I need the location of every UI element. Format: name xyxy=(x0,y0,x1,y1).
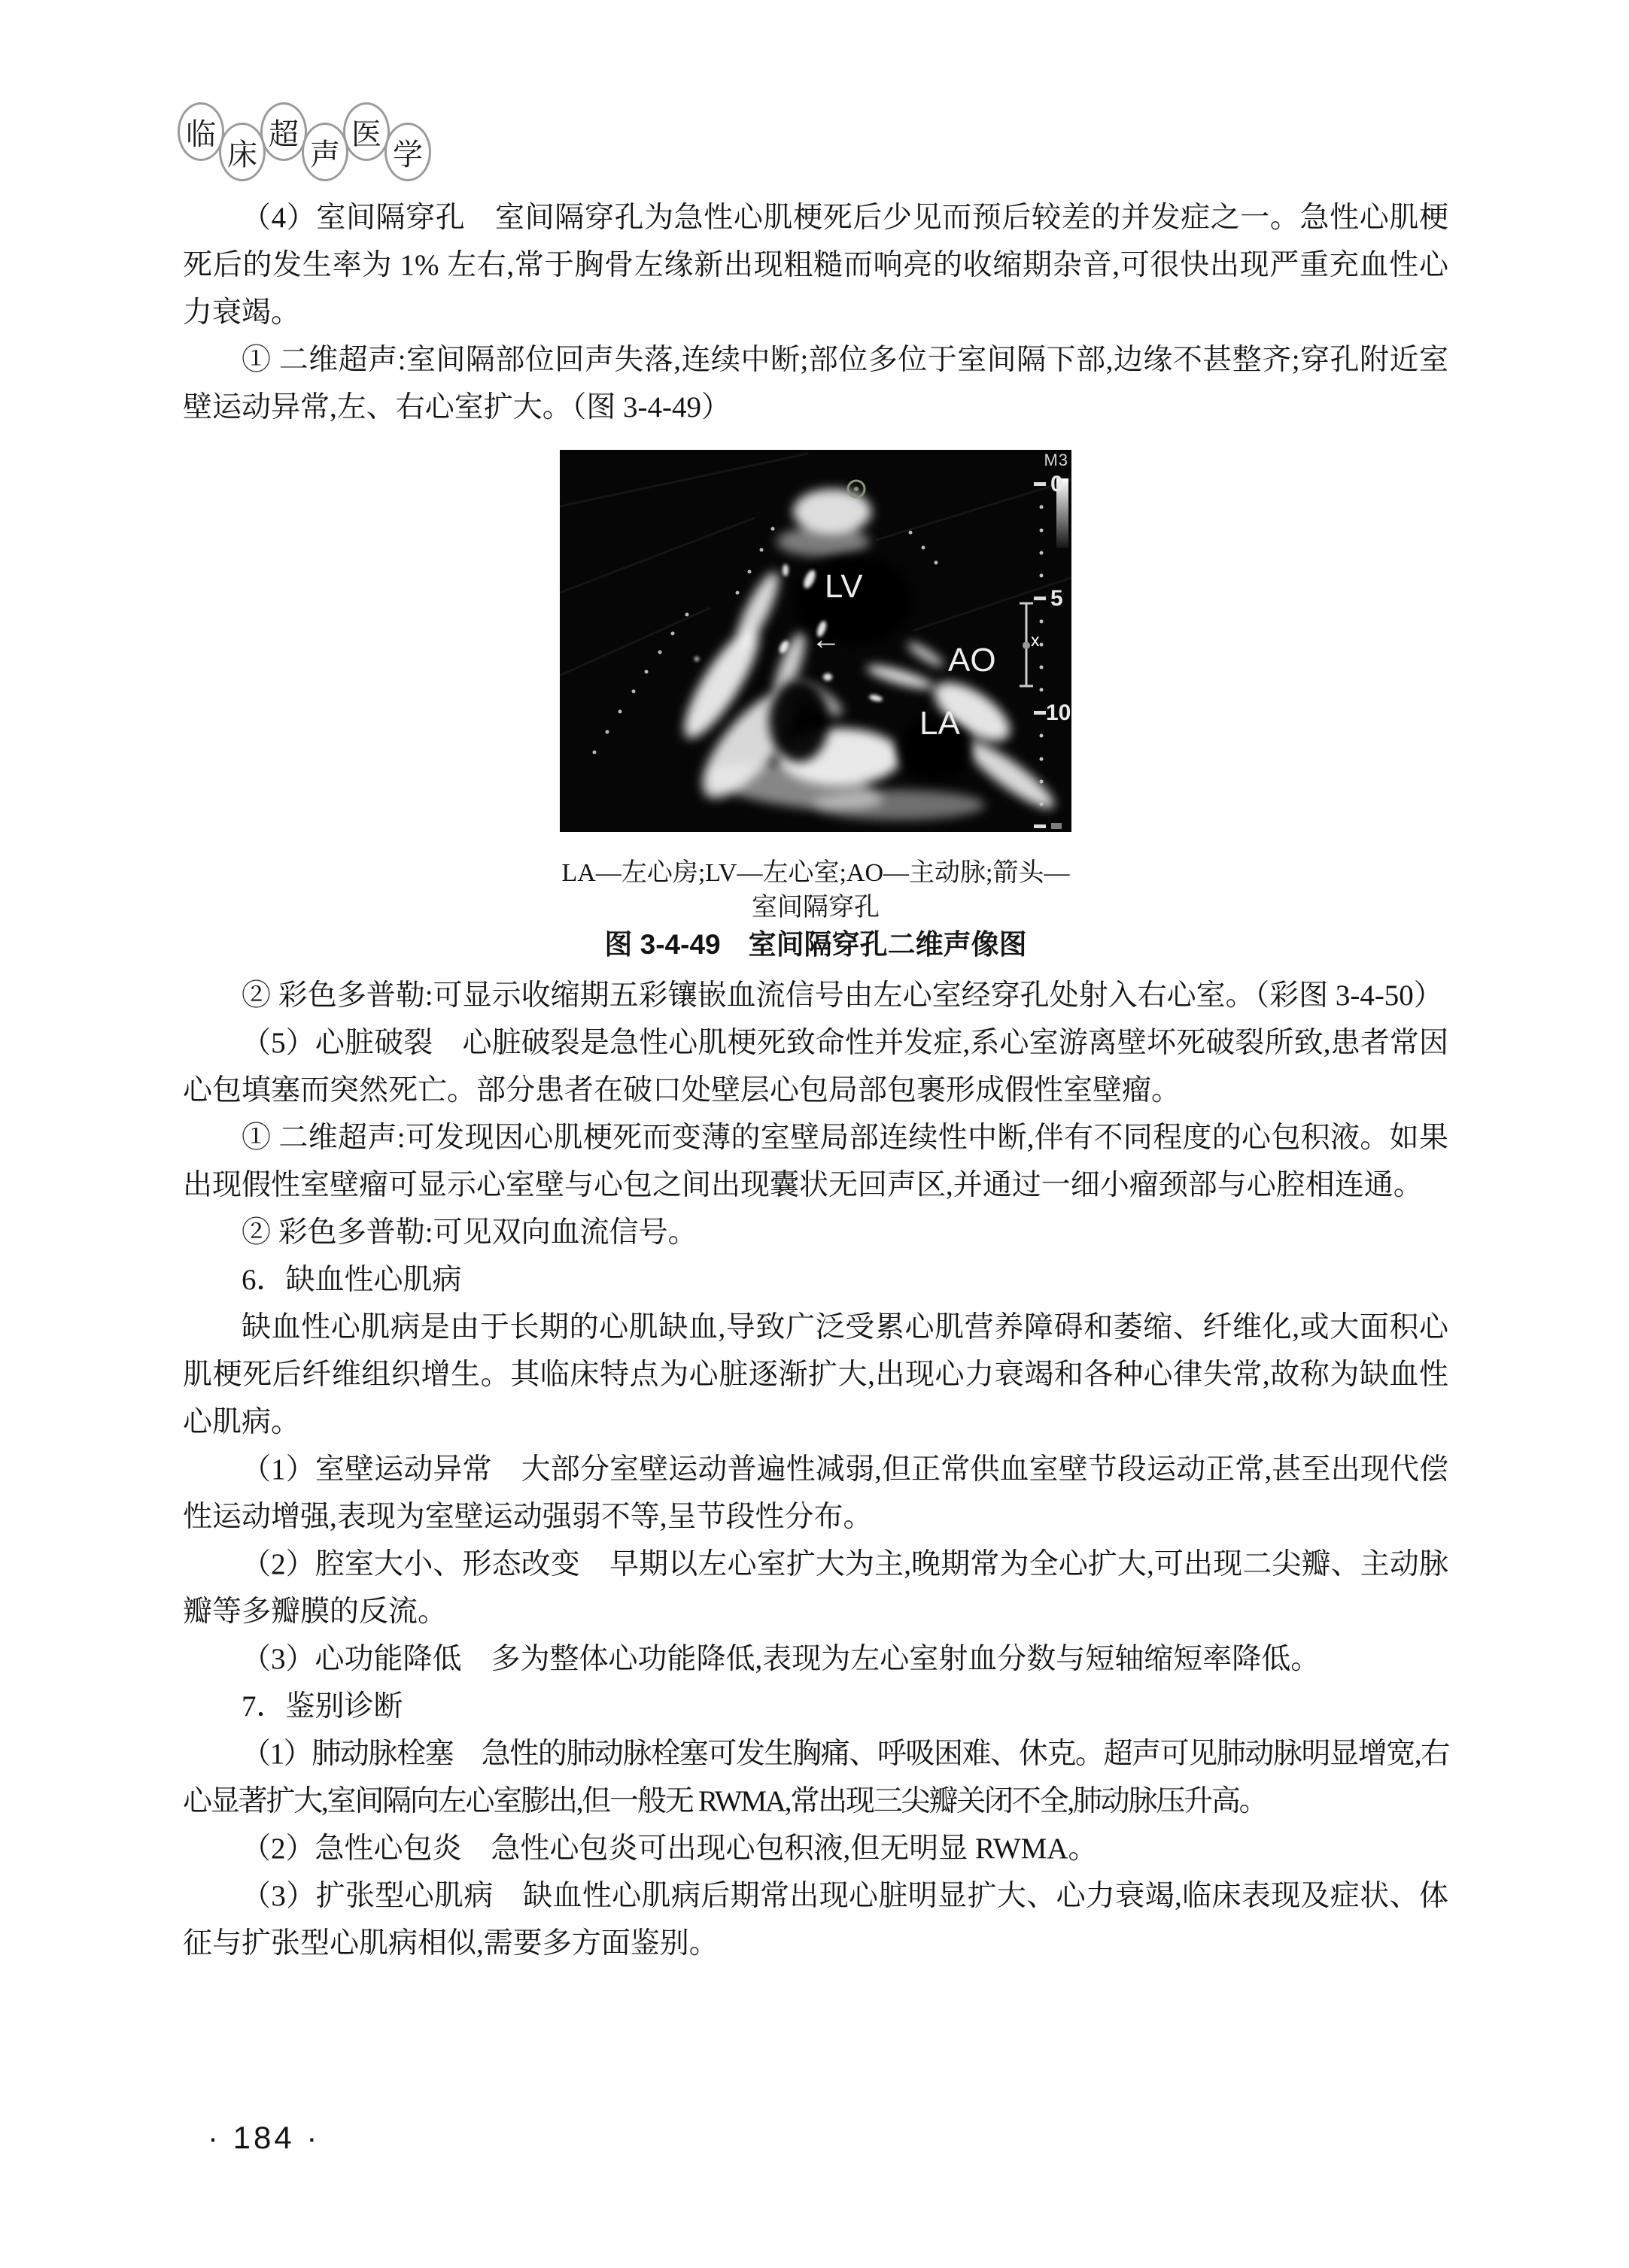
section-heading-ischemic-cardiomyopathy: 6．缺血性心肌病 xyxy=(242,1264,462,1296)
machine-mode-label: M3 xyxy=(1044,451,1068,469)
paragraph-vsd-intro: （4）室间隔穿孔 室间隔穿孔为急性心肌梗死后少见而预后较差的并发症之一。急性心肌梗死后的发生率为 1% 左右,常于胸骨左缘新出现粗糙而响亮的收缩期杂音,可很快出现严重充血性心力衰竭。 xyxy=(183,202,1448,329)
figure-block xyxy=(560,450,1071,964)
paragraph-cardiac-rupture: （5）心脏破裂 心脏破裂是急性心肌梗死致命性并发症,系心室游离壁坏死破裂所致,患者常因心包填塞而突然死亡。部分患者在破口处壁层心包局部包裹形成假性室壁瘤。 xyxy=(183,1027,1448,1107)
label-aorta: AO xyxy=(948,642,996,679)
paragraph-dd-pericarditis: （2）急性心包炎 急性心包炎可出现心包积液,但无明显 RWMA。 xyxy=(242,1832,1098,1865)
depth-tick-5: 5 xyxy=(1050,586,1063,611)
figure-caption: 图 3-4-49 室间隔穿孔二维声像图 xyxy=(604,929,1027,960)
paragraph-dd-pulmonary-embolism: （1）肺动脉栓塞 急性的肺动脉栓塞可发生胸痛、呼吸困难、休克。超声可见肺动脉明显增宽,右心显著扩大,室间隔向左心室膨出,但一般无 RWMA,常出现三尖瓣关闭不全,肺动脉压升高。 xyxy=(183,1738,1448,1817)
paragraph-icm-chamber-size: （2）腔室大小、形态改变 早期以左心室扩大为主,晚期常为全心扩大,可出现二尖瓣、主动脉瓣等多瓣膜的反流。 xyxy=(183,1548,1448,1628)
label-left-atrium: LA xyxy=(919,705,960,742)
perforation-arrow-icon: ← xyxy=(811,623,841,656)
depth-tick-10: 10 xyxy=(1046,700,1071,725)
logo-char: 床 xyxy=(219,123,266,181)
caliper-x-marker: x xyxy=(1031,630,1040,650)
paragraph-rupture-doppler: ② 彩色多普勒:可见双向血流信号。 xyxy=(242,1216,697,1249)
figure-legend: LA—左心房;LV—左心室;AO—主动脉;箭头—室间隔穿孔 xyxy=(561,859,1070,921)
paragraph-vsd-2d: ① 二维超声:室间隔部位回声失落,连续中断;部位多位于室间隔下部,边缘不甚整齐;穿孔附近室壁运动异常,左、右心室扩大。（图 3-4-49） xyxy=(183,344,1448,424)
logo-char: 学 xyxy=(384,123,431,181)
paragraph-icm-definition: 缺血性心肌病是由于长期的心肌缺血,导致广泛受累心肌营养障碍和萎缩、纤维化,或大面积心肌梗死后纤维组织增生。其临床特点为心脏逐渐扩大,出现心力衰竭和各种心律失常,故称为缺血性心肌病。 xyxy=(183,1311,1448,1438)
text-column xyxy=(183,194,1448,1967)
logo-char: 超 xyxy=(260,102,307,161)
paragraph-icm-function: （3）心功能降低 多为整体心功能降低,表现为左心室射血分数与短轴缩短率降低。 xyxy=(242,1643,1321,1675)
label-left-ventricle: LV xyxy=(825,568,863,605)
logo-char: 医 xyxy=(343,102,390,161)
paragraph-rupture-2d: ① 二维超声:可发现因心肌梗死而变薄的室壁局部连续性中断,伴有不同程度的心包积液。如果出现假性室壁瘤可显示心室壁与心包之间出现囊状无回声区,并通过一细小瘤颈部与心腔相连通。 xyxy=(183,1122,1448,1201)
logo-char: 声 xyxy=(302,123,348,181)
paragraph-vsd-doppler: ② 彩色多普勒:可显示收缩期五彩镶嵌血流信号由左心室经穿孔处射入右心室。（彩图 3-4-50） xyxy=(242,979,1443,1012)
logo-char: 临 xyxy=(178,102,224,161)
book-logo xyxy=(178,102,431,172)
paragraph-dd-dilated-cardiomyopathy: （3）扩张型心肌病 缺血性心肌病后期常出现心脏明显扩大、心力衰竭,临床表现及症状、体征与扩张型心肌病相似,需要多方面鉴别。 xyxy=(183,1880,1448,1960)
page-number: · 184 · xyxy=(208,2120,321,2155)
ultrasound-image xyxy=(560,450,1071,832)
paragraph-icm-wall-motion: （1）室壁运动异常 大部分室壁运动普遍性减弱,但正常供血室壁节段运动正常,甚至出现代偿性运动增强,表现为室壁运动强弱不等,呈节段性分布。 xyxy=(183,1453,1448,1533)
depth-tick-0: 0 xyxy=(1050,472,1063,496)
section-heading-differential-diagnosis: 7．鉴别诊断 xyxy=(242,1690,403,1723)
